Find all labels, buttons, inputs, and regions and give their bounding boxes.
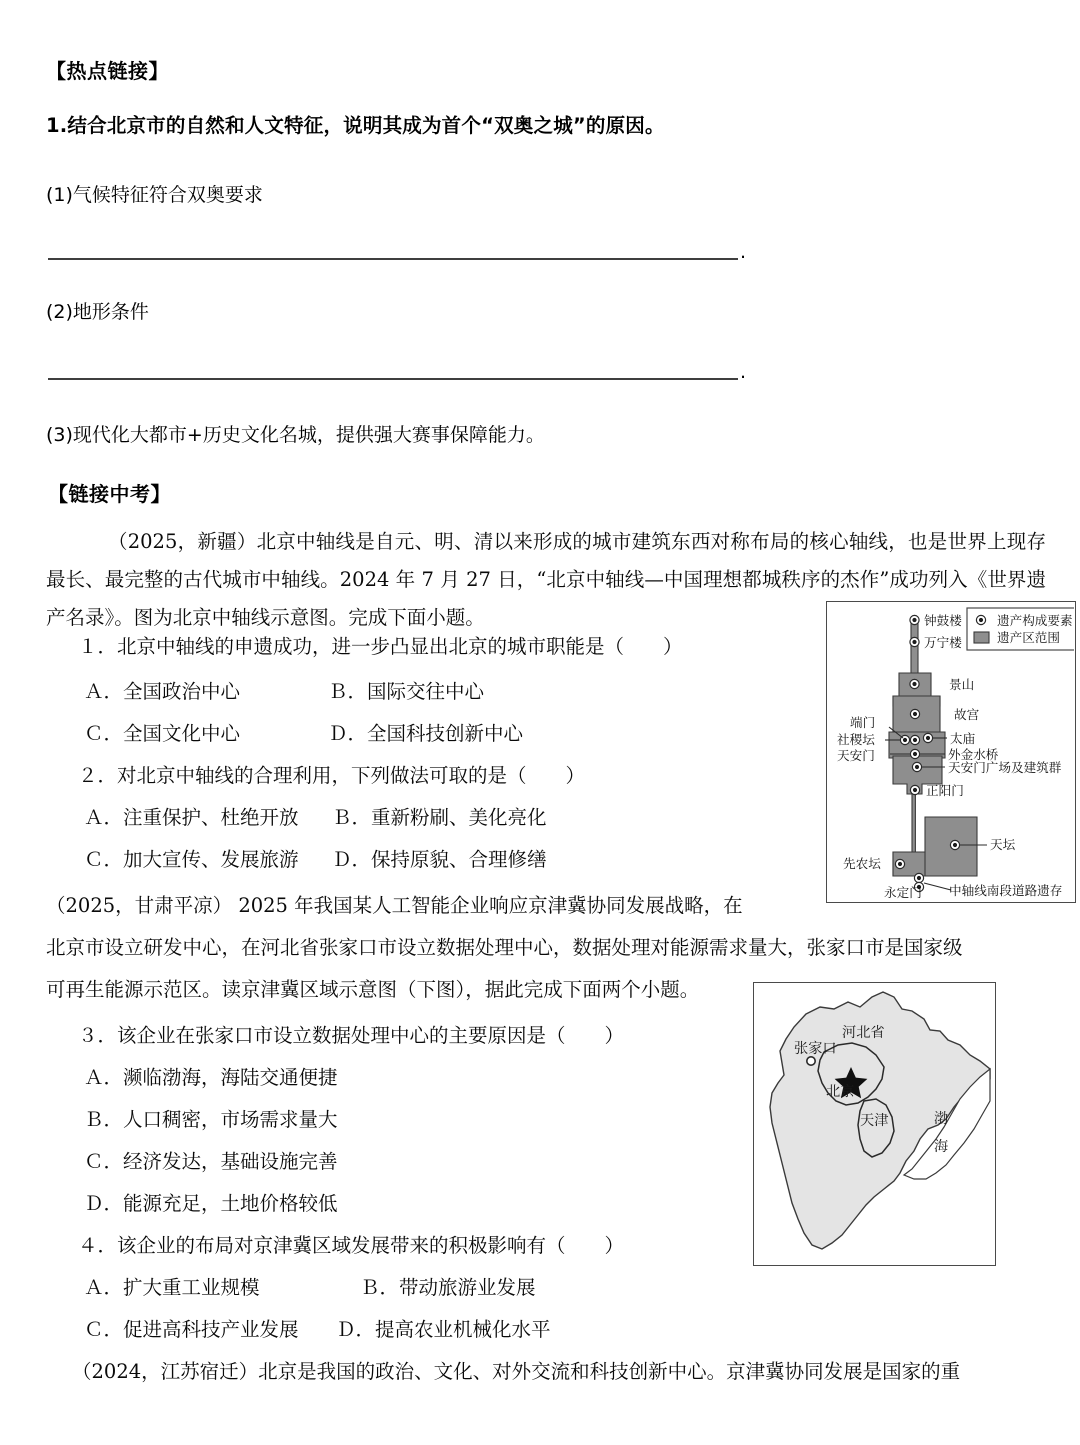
hot-topic-heading: 【热点链接】 <box>46 59 169 83</box>
answer-rule-2 <box>48 378 738 380</box>
figure-beijing-central-axis <box>826 601 1076 903</box>
exam-passage-2-line-1: （2025，甘肃平凉） 2025 年我国某人工智能企业响应京津冀协同发展战略，在 <box>46 894 743 917</box>
label-taimiao: 太庙 <box>950 731 976 746</box>
question-2-option-b[interactable]: Ｂ．重新粉刷、美化亮化 <box>332 806 547 829</box>
question-3-option-c[interactable]: Ｃ．经济发达，基础设施完善 <box>84 1150 338 1173</box>
label-zhonggulou: 钟鼓楼 <box>924 613 962 628</box>
label-yongdingmen: 永定门 <box>884 885 922 900</box>
question-3-option-d[interactable]: Ｄ．能源充足，土地价格较低 <box>84 1192 338 1215</box>
label-duanmen: 端门 <box>850 715 876 730</box>
label-zhangjiakou: 张家口 <box>794 1041 837 1057</box>
question-2-option-c[interactable]: Ｃ．加大宣传、发展旅游 <box>84 848 299 871</box>
central-axis-legend <box>967 608 1074 650</box>
figure-jingjinji-region <box>753 982 996 1266</box>
hot-topic-item-1: (1)气候特征符合双奥要求 <box>46 184 263 206</box>
question-1-option-c[interactable]: Ｃ．全国文化中心 <box>84 722 241 745</box>
central-axis-svg <box>827 602 1074 901</box>
label-wanninglou: 万宁楼 <box>924 635 962 650</box>
label-tianjin: 天津 <box>860 1113 889 1129</box>
legend-heritage-element: 遗产构成要素 <box>997 613 1073 628</box>
label-bohai-2: 海 <box>934 1139 949 1155</box>
question-2-option-d[interactable]: Ｄ．保持原貌、合理修缮 <box>332 848 547 871</box>
label-zhengyangmen: 正阳门 <box>926 783 964 798</box>
exam-link-heading: 【链接中考】 <box>48 482 171 506</box>
question-4-option-c[interactable]: Ｃ．促进高科技产业发展 <box>84 1318 299 1341</box>
answer-rule-1-period: . <box>740 241 747 263</box>
legend-heritage-zone: 遗产区范围 <box>997 630 1060 645</box>
question-3-option-b[interactable]: Ｂ．人口稠密，市场需求量大 <box>84 1108 338 1131</box>
label-waijinshuiqiao: 外金水桥 <box>948 747 999 762</box>
question-4-stem: ４．该企业的布局对京津冀区域发展带来的积极影响有（ ） <box>78 1234 625 1257</box>
exam-passage-1: （2025，新疆）北京中轴线是自元、明、清以来形成的城市建筑东西对称布局的核心轴线，也是世界上现存最长、最完整的古代城市中轴线。2024 年 7 月 27 日，“北京中轴线—中国理想都城秩序的杰作”成功列入《世界遗产名录》。图为北京中轴线示意图。完成下面小题。 <box>46 530 1046 629</box>
question-3-stem: ３．该企业在张家口市设立数据处理中心的主要原因是（ ） <box>78 1024 625 1047</box>
label-xiannongtan: 先农坛 <box>843 856 881 871</box>
label-tiananmen: 天安门 <box>837 748 875 763</box>
question-2-stem: ２．对北京中轴线的合理利用，下列做法可取的是（ ） <box>78 764 586 787</box>
label-bohai-1: 渤 <box>934 1111 949 1127</box>
label-tiananmen-square: 天安门广场及建筑群 <box>948 760 1062 775</box>
question-2-option-a[interactable]: Ａ．注重保护、杜绝开放 <box>84 806 299 829</box>
question-1-option-a[interactable]: Ａ．全国政治中心 <box>84 680 241 703</box>
exam-passage-2-line-3: 可再生能源示范区。读京津冀区域示意图（下图），据此完成下面两个小题。 <box>46 978 700 1001</box>
question-1-option-b[interactable]: Ｂ．国际交往中心 <box>328 680 485 703</box>
question-4-option-d[interactable]: Ｄ．提高农业机械化水平 <box>336 1318 551 1341</box>
question-1-stem: １．北京中轴线的申遗成功，进一步凸显出北京的城市职能是（ ） <box>78 635 683 658</box>
label-hebei-province: 河北省 <box>842 1025 885 1041</box>
question-4-option-a[interactable]: Ａ．扩大重工业规模 <box>84 1276 260 1299</box>
exam-passage-3: （2024，江苏宿迁）北京是我国的政治、文化、对外交流和科技创新中心。京津冀协同发展是国家的重 <box>72 1360 961 1383</box>
label-gugong: 故宫 <box>954 707 980 722</box>
label-beijing: 北京 <box>826 1084 855 1100</box>
label-tiantan: 天坛 <box>990 837 1016 852</box>
question-1-option-d[interactable]: Ｄ．全国科技创新中心 <box>328 722 524 745</box>
question-3-option-a[interactable]: Ａ．濒临渤海，海陆交通便捷 <box>84 1066 338 1089</box>
question-4-option-b[interactable]: Ｂ．带动旅游业发展 <box>360 1276 536 1299</box>
hot-topic-item-3: (3)现代化大都市+历史文化名城，提供强大赛事保障能力。 <box>46 424 545 446</box>
answer-rule-2-period: . <box>740 361 747 383</box>
label-shejitan: 社稷坛 <box>837 732 875 747</box>
label-south-axis-road: 中轴线南段道路遗存 <box>949 883 1063 898</box>
hot-topic-question: 1.结合北京市的自然和人文特征，说明其成为首个“双奥之城”的原因。 <box>46 114 665 137</box>
hot-topic-item-2: (2)地形条件 <box>46 301 149 323</box>
jingjinji-svg <box>754 983 994 1264</box>
label-jingshan: 景山 <box>949 677 975 692</box>
answer-rule-1 <box>48 258 738 260</box>
zhangjiakou-city-marker <box>807 1057 815 1065</box>
exam-passage-2-line-2: 北京市设立研发中心，在河北省张家口市设立数据处理中心，数据处理对能源需求量大，张家口市是国家级 <box>46 936 963 959</box>
